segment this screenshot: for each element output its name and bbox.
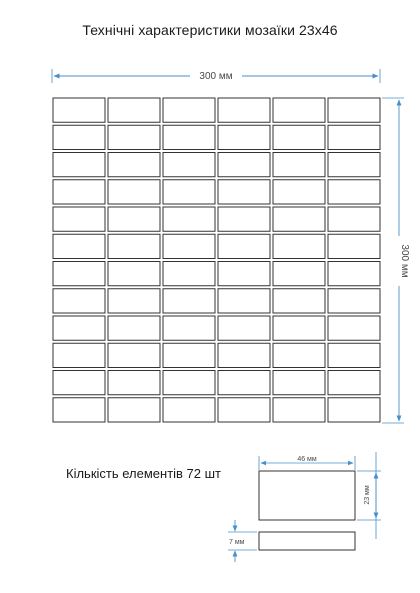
mosaic-tile xyxy=(163,98,215,122)
mosaic-tile xyxy=(273,343,325,367)
mosaic-tile xyxy=(218,371,270,395)
sheet-width-label: 300 мм xyxy=(199,71,233,82)
mosaic-tile xyxy=(163,289,215,313)
mosaic-tile xyxy=(273,316,325,340)
mosaic-tile xyxy=(108,398,160,422)
mosaic-tile xyxy=(273,262,325,286)
mosaic-tile xyxy=(163,234,215,258)
mosaic-tile xyxy=(328,289,380,313)
mosaic-tile xyxy=(273,398,325,422)
mosaic-tile xyxy=(53,398,105,422)
mosaic-tile xyxy=(108,289,160,313)
tile-detail xyxy=(228,452,381,562)
mosaic-tile xyxy=(53,289,105,313)
mosaic-tile xyxy=(108,153,160,177)
mosaic-tile xyxy=(328,234,380,258)
mosaic-tile xyxy=(273,153,325,177)
element-count-label: Кількість елементів 72 шт xyxy=(66,466,222,481)
mosaic-tile xyxy=(53,153,105,177)
mosaic-tile xyxy=(328,207,380,231)
tile-side xyxy=(259,532,355,550)
mosaic-tile xyxy=(53,98,105,122)
mosaic-tile xyxy=(328,125,380,149)
mosaic-tile xyxy=(53,316,105,340)
mosaic-tile xyxy=(108,98,160,122)
mosaic-tile xyxy=(328,153,380,177)
mosaic-tile xyxy=(273,371,325,395)
mosaic-tile xyxy=(163,371,215,395)
page-title: Технічні характеристики мозаїки 23х46 xyxy=(82,22,338,38)
mosaic-tile xyxy=(53,234,105,258)
mosaic-tile xyxy=(218,207,270,231)
mosaic-tile xyxy=(218,98,270,122)
mosaic-tile xyxy=(218,289,270,313)
mosaic-tile xyxy=(328,180,380,204)
mosaic-tile xyxy=(218,343,270,367)
mosaic-tile xyxy=(163,207,215,231)
mosaic-tile xyxy=(273,207,325,231)
mosaic-tile xyxy=(273,180,325,204)
mosaic-tile xyxy=(273,289,325,313)
mosaic-tile xyxy=(53,262,105,286)
mosaic-tile xyxy=(218,234,270,258)
mosaic-tile xyxy=(328,98,380,122)
mosaic-tile xyxy=(328,371,380,395)
mosaic-tile xyxy=(163,180,215,204)
mosaic-tile xyxy=(273,125,325,149)
mosaic-tile xyxy=(108,343,160,367)
sheet-height-label: 300 мм xyxy=(399,244,410,278)
mosaic-tile xyxy=(163,125,215,149)
sheet-width-dimension xyxy=(52,68,380,83)
mosaic-tile xyxy=(163,343,215,367)
mosaic-tile xyxy=(328,262,380,286)
mosaic-tile xyxy=(108,316,160,340)
mosaic-tile xyxy=(53,180,105,204)
mosaic-tile xyxy=(108,125,160,149)
mosaic-tile xyxy=(218,125,270,149)
sheet-height-dimension xyxy=(382,98,410,423)
mosaic-tile xyxy=(218,180,270,204)
mosaic-tile xyxy=(328,316,380,340)
tile-height-label: 23 мм xyxy=(364,485,371,505)
mosaic-tile xyxy=(53,371,105,395)
mosaic-tile xyxy=(218,398,270,422)
mosaic-tile xyxy=(328,343,380,367)
mosaic-tile-grid xyxy=(53,98,380,422)
mosaic-tile xyxy=(163,316,215,340)
mosaic-tile xyxy=(163,398,215,422)
mosaic-tile xyxy=(218,153,270,177)
tile-face xyxy=(259,471,355,520)
mosaic-tile xyxy=(163,262,215,286)
mosaic-tile xyxy=(218,316,270,340)
mosaic-tile xyxy=(53,125,105,149)
mosaic-tile xyxy=(328,398,380,422)
mosaic-tile xyxy=(53,343,105,367)
tile-thickness-label: 7 мм xyxy=(229,539,245,546)
mosaic-tile xyxy=(108,371,160,395)
mosaic-tile xyxy=(108,262,160,286)
mosaic-tile xyxy=(108,234,160,258)
mosaic-tile xyxy=(108,180,160,204)
mosaic-tile xyxy=(273,98,325,122)
mosaic-tile xyxy=(218,262,270,286)
tile-width-label: 46 мм xyxy=(297,456,317,463)
mosaic-tile xyxy=(273,234,325,258)
mosaic-tile xyxy=(163,153,215,177)
mosaic-tile xyxy=(108,207,160,231)
mosaic-tile xyxy=(53,207,105,231)
